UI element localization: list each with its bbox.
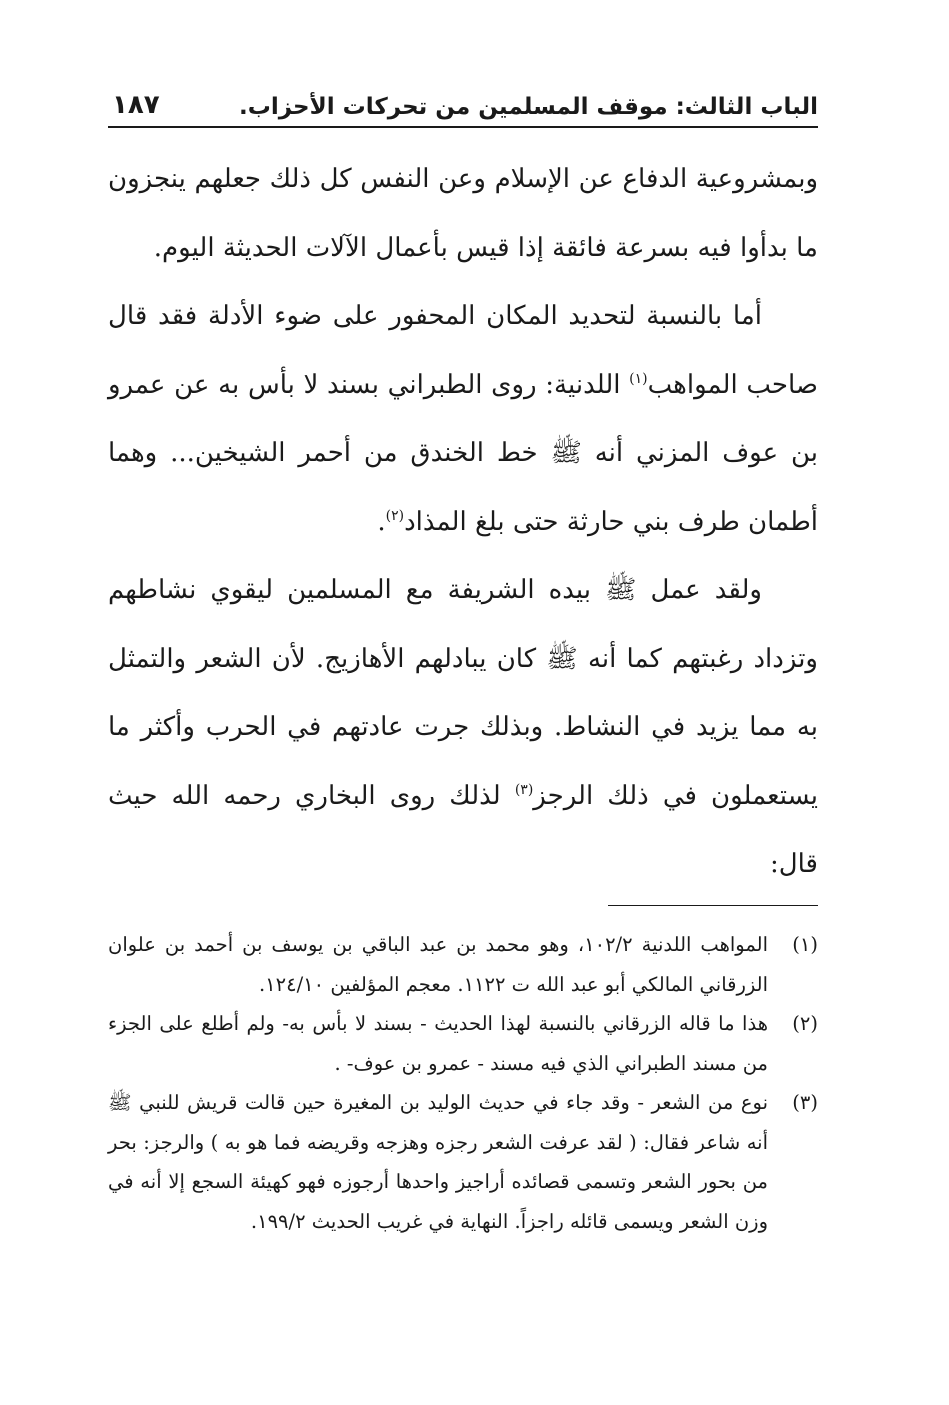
main-text (108, 145, 818, 899)
footnote-number: (٢) (792, 1012, 818, 1035)
footnotes (108, 925, 818, 1241)
paragraph-2-text-c: . (377, 506, 386, 537)
footnote-1 (108, 925, 818, 1004)
footnote-text: هذا ما قاله الزرقاني بالنسبة لهذا الحديث - بسند لا بأس به- ولم أطلع على الجزء من مسند الطبراني الذي فيه مسند - عمرو بن عوف- . (108, 1012, 768, 1075)
footnote-3 (108, 1083, 818, 1241)
paragraph-1 (108, 145, 818, 282)
footnote-text: المواهب اللدنية ١٠٢/٢، وهو محمد بن عبد الباقي بن يوسف بن أحمد بن علوان الزرقاني المالكي أبو عبد الله ت ١١٢٢. معجم المؤلفين ١٢٤/١٠. (108, 933, 768, 996)
footnote-ref-1: (١) (629, 370, 648, 387)
paragraph-2-text-b: اللدنية: روى الطبراني بسند لا بأس به عن عمرو بن عوف المزني أنه ﷺ خط الخندق من أحمر الشيخين... وهما أطمان طرف بني حارثة حتى بلغ المذاد (108, 369, 818, 537)
chapter-title: الباب الثالث: موقف المسلمين من تحركات الأحزاب. (239, 94, 818, 120)
paragraph-1-text: وبمشروعية الدفاع عن الإسلام وعن النفس كل ذلك جعلهم ينجزون ما بدأوا فيه بسرعة فائقة إذا قيس بأعمال الآلات الحديثة اليوم. (108, 164, 818, 263)
paragraph-2 (108, 282, 818, 556)
footnote-ref-3: (٣) (514, 781, 534, 798)
page-number: ١٨٧ (112, 90, 160, 120)
paragraph-3-text-a: ولقد عمل ﷺ بيده الشريفة مع المسلمين ليقوي نشاطهم وتزداد رغبتهم كما أنه ﷺ كان يبادلهم الأهازيج. لأن الشعر والتمثل به مما يزيد في النشاط. وبذلك جرت عادتهم في الحرب وأكثر ما يستعملون في ذلك الرجز (108, 575, 819, 811)
footnote-ref-2: (٢) (385, 507, 405, 524)
running-header (108, 84, 818, 128)
footnote-separator (608, 905, 818, 906)
footnote-number: (٣) (792, 1091, 818, 1114)
footnote-2 (108, 1004, 818, 1083)
paragraph-3 (108, 556, 818, 899)
footnote-text: نوع من الشعر - وقد جاء في حديث الوليد بن المغيرة حين قالت قريش للنبي ﷺ أنه شاعر فقال: ( لقد عرفت الشعر رجزه وهزجه وقريضه فما هو به ) والرجز: بحر من بحور الشعر وتسمى قصائده أراجيز واحدها أرجوزه فهو كهيئة السجع إلا أنه في وزن الشعر ويسمى قائله راجزاً. النهاية في غريب الحديث ١٩٩/٢. (108, 1091, 768, 1233)
paragraph-3-text-b: لذلك روى البخاري رحمه الله حيث قال: (108, 780, 818, 879)
paragraph-2-text-a: أما بالنسبة لتحديد المكان المحفور على ضوء الأدلة فقد قال صاحب المواهب (108, 301, 818, 400)
footnote-number: (١) (792, 933, 818, 956)
